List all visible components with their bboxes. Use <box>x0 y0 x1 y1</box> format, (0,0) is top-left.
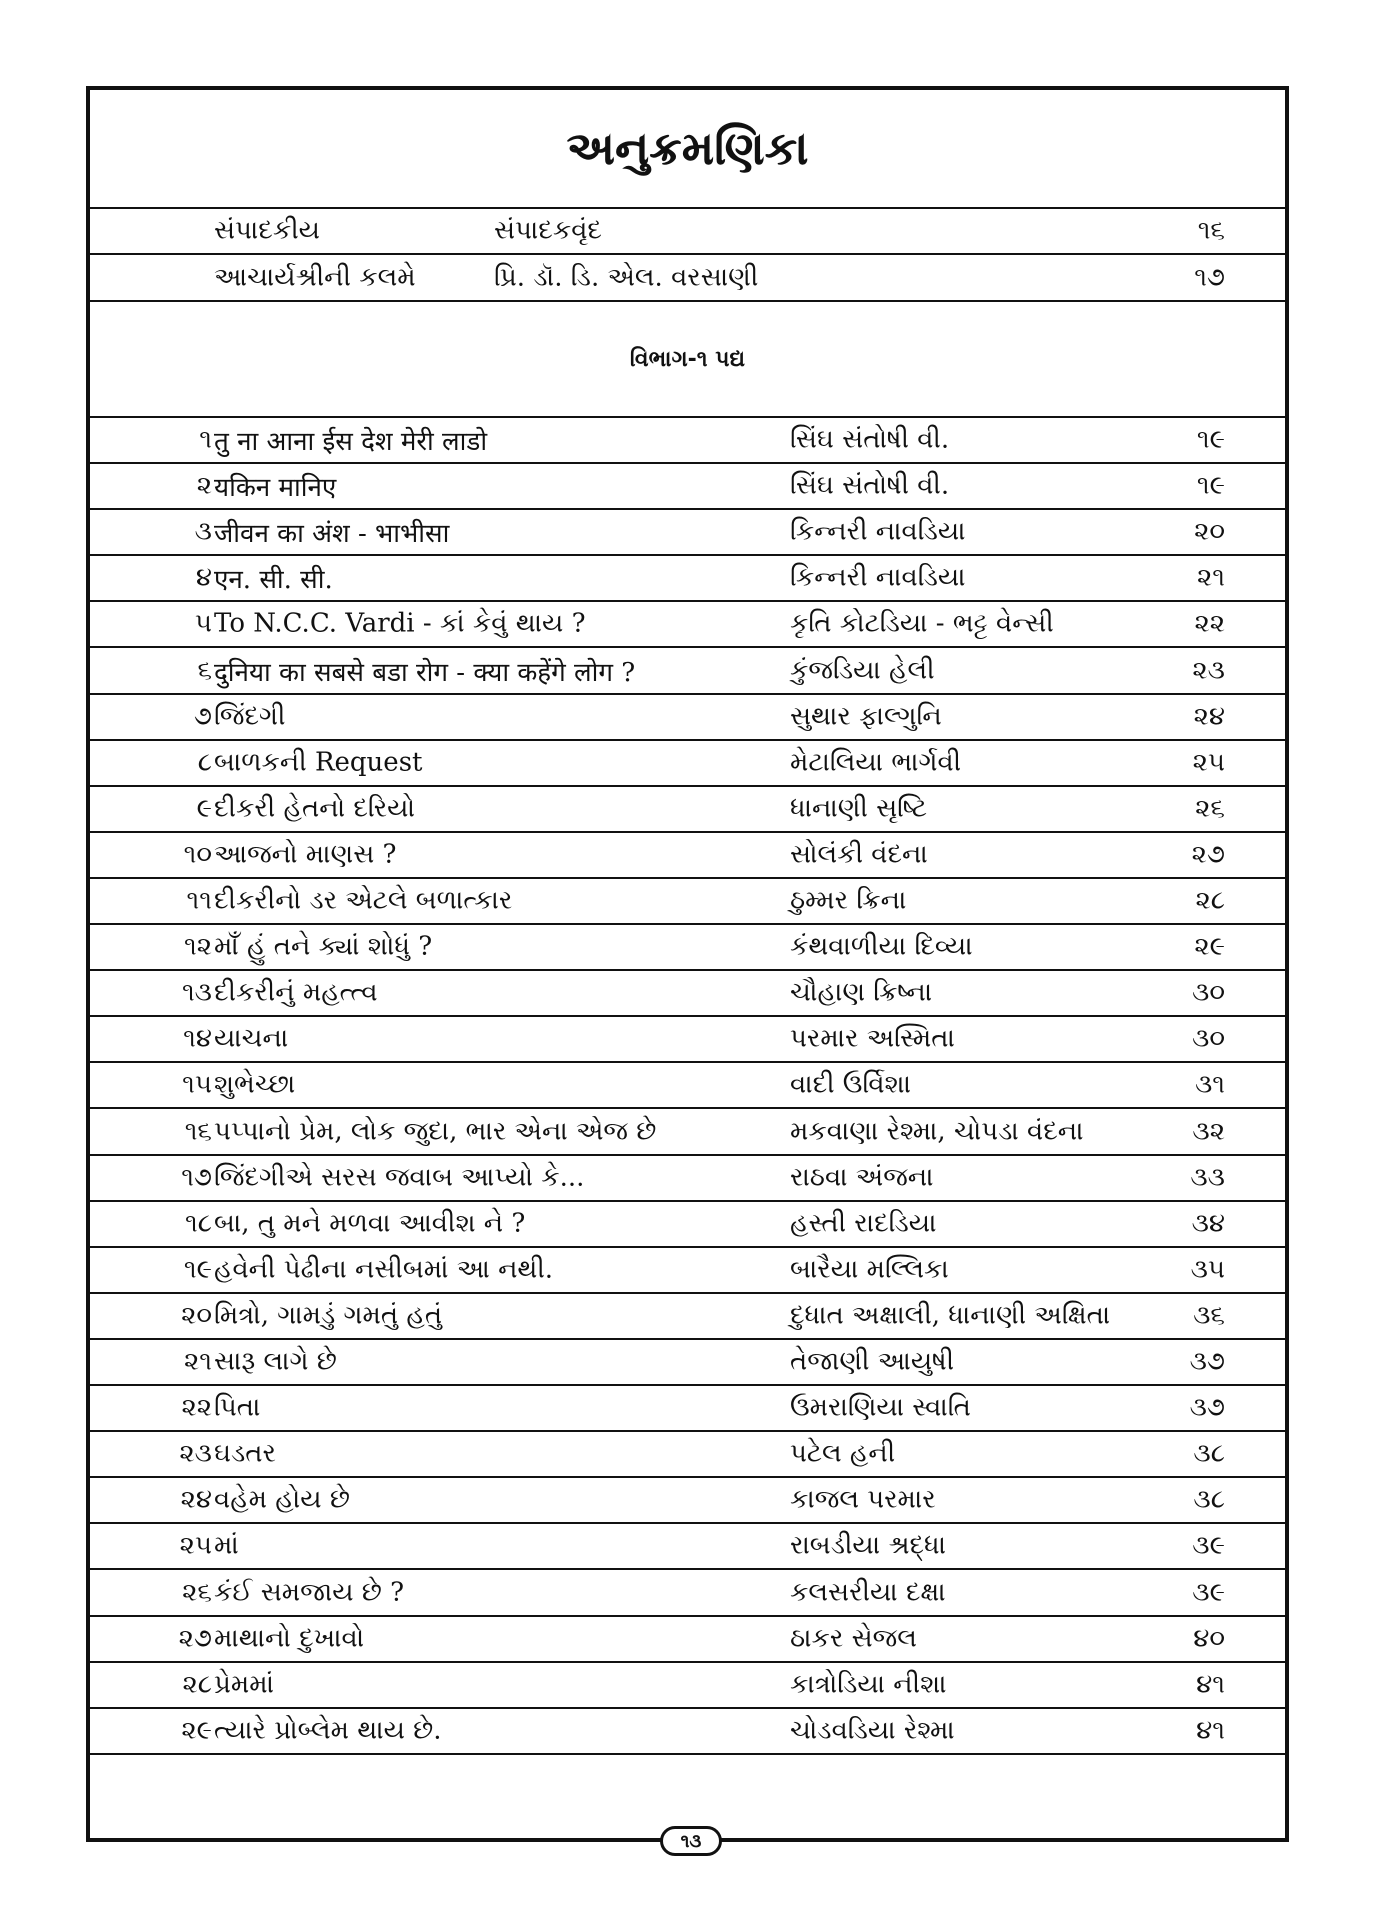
table-row <box>90 925 1285 971</box>
entry-author: ધાનાણી સૃષ્ટિ <box>790 793 927 824</box>
entry-page: ૩૬ <box>1193 1300 1225 1331</box>
table-row <box>90 1478 1285 1524</box>
table-row <box>90 1294 1285 1340</box>
entry-title: દીકરીનો ડર એટલે બળાત્કાર <box>214 885 513 916</box>
entry-author: સિંઘ સંતોષી વી. <box>790 470 950 501</box>
entry-number: ૯ <box>196 793 212 824</box>
entry-title: To N.C.C. Vardi - કાં કેવું થાય ? <box>214 608 586 639</box>
entry-title: જિંદગી <box>214 701 286 732</box>
intro-title: સંપાદકીય <box>214 215 320 246</box>
table-row <box>90 510 1285 556</box>
entry-number: ૫ <box>194 608 212 639</box>
entry-number: ૧૩ <box>181 977 212 1008</box>
entry-number: ૧૧ <box>186 885 212 916</box>
page-title: અનુક્રમણિકા <box>90 90 1285 209</box>
entry-page: ૨૮ <box>1195 885 1225 916</box>
entry-number: ૨૮ <box>182 1669 212 1700</box>
table-row <box>90 1202 1285 1248</box>
entry-page: ૨૨ <box>1194 608 1225 639</box>
table-row <box>90 1709 1285 1755</box>
entry-page: ૨૦ <box>1194 516 1225 547</box>
entry-author: ચોડવડિયા રેશ્મા <box>790 1715 955 1746</box>
entry-page: ૩૪ <box>1191 1208 1225 1239</box>
entry-page: ૩૦ <box>1192 977 1225 1008</box>
entry-number: ૨૧ <box>183 1346 212 1377</box>
entry-title: બા, તુ મને મળવા આવીશ ને ? <box>214 1208 526 1239</box>
entry-page: ૨૯ <box>1194 931 1225 962</box>
entry-page: ૩૭ <box>1189 1346 1225 1377</box>
entry-title: વહેમ હોય છે <box>214 1484 350 1515</box>
entry-author: સિંઘ સંતોષી વી. <box>790 424 950 455</box>
entry-author: કલસરીયા દક્ષા <box>790 1577 946 1608</box>
table-row <box>90 741 1285 787</box>
entry-title: દીકરી હેતનો દરિયો <box>214 793 415 824</box>
entry-author: ઠાકર સેજલ <box>790 1623 917 1654</box>
section-heading: વિભાગ-૧ પદ્ય <box>90 302 1285 418</box>
entry-page: ૧૯ <box>1196 424 1225 455</box>
entry-author: મેટાલિયા ભાર્ગવી <box>790 747 962 778</box>
entry-title: ત્યારે પ્રોબ્લેમ થાય છે. <box>214 1715 442 1746</box>
entry-page: ૩૭ <box>1189 1392 1225 1423</box>
index-frame <box>86 86 1289 1842</box>
table-row <box>90 1063 1285 1109</box>
entry-author: રાઠવા અંજના <box>790 1162 934 1193</box>
table-row <box>90 1156 1285 1202</box>
entry-title: एन. सी. सी. <box>214 565 333 596</box>
entry-author: બારૈયા મલ્લિકા <box>790 1254 949 1285</box>
entry-number: ૩ <box>194 516 212 547</box>
intro-author: પ્રિ. ડૉ. ડિ. એલ. વરસાણી <box>494 262 759 292</box>
entry-number: ૧૨ <box>183 931 212 962</box>
entry-title: હવેની પેઢીના નસીબમાં આ નથી. <box>214 1254 554 1285</box>
table-row <box>90 695 1285 741</box>
entry-author: પરમાર અસ્મિતા <box>790 1023 955 1054</box>
entry-title: दुनिया का सबसे बडा रोग - क्या कहेंगे लोग ? <box>214 657 636 688</box>
entry-page: ૩૮ <box>1193 1484 1225 1515</box>
entry-number: ૨૨ <box>181 1392 212 1423</box>
intro-author: સંપાદકવૃંદ <box>494 215 602 246</box>
entry-title: દીકરીનું મહત્ત્વ <box>214 977 378 1008</box>
entry-author: કુંજડિયા હેલી <box>790 655 935 686</box>
entry-author: તેજાણી આયુષી <box>790 1346 955 1377</box>
entry-page: ૨૩ <box>1192 655 1225 686</box>
entry-number: ૨૬ <box>182 1577 212 1608</box>
entry-page: ૪૧ <box>1196 1715 1225 1746</box>
entry-page: ૩૧ <box>1194 1069 1225 1100</box>
entry-page: ૩૯ <box>1192 1577 1225 1608</box>
entry-author: પટેલ હની <box>790 1438 896 1469</box>
table-row <box>90 879 1285 925</box>
table-row <box>90 1571 1285 1617</box>
entry-title: આજનો માણસ ? <box>214 839 397 870</box>
intro-page: ૧૬ <box>1197 215 1225 246</box>
entry-title: જિંદગીએ સરસ જવાબ આપ્યો કે... <box>214 1162 585 1193</box>
entry-page: ૪૦ <box>1193 1623 1225 1654</box>
entry-author: હસ્તી રાદડિયા <box>790 1208 937 1239</box>
entry-page: ૨૫ <box>1192 747 1225 778</box>
entry-number: ૧૫ <box>182 1069 212 1100</box>
entry-number: ૭ <box>193 701 212 732</box>
entry-author: દુધાત અક્ષાલી, ધાનાણી અક્ષિતા <box>790 1300 1111 1331</box>
intro-row <box>90 209 1285 255</box>
entry-title: પ્રેમમાં <box>214 1669 274 1700</box>
entry-title: બાળકની Request <box>214 747 423 778</box>
entry-number: ૧૬ <box>184 1116 212 1147</box>
entry-title: માં <box>214 1530 239 1561</box>
entry-page: ૩૩ <box>1190 1162 1225 1193</box>
entry-author: કિન્નરી નાવડિયા <box>790 562 966 593</box>
entry-author: કૃતિ કોટડિયા - ભટ્ટ વેન્સી <box>790 608 1054 639</box>
entry-number: ૧ <box>199 424 212 455</box>
entry-page: ૧૯ <box>1196 470 1225 501</box>
entry-page: ૩૦ <box>1192 1023 1225 1054</box>
entry-title: કંઈ સમજાય છે ? <box>214 1577 405 1608</box>
table-row <box>90 1617 1285 1663</box>
entry-number: ૨૦ <box>181 1300 212 1331</box>
entry-page: ૨૧ <box>1196 562 1225 593</box>
entry-page: ૨૪ <box>1193 701 1225 732</box>
entry-number: ૬ <box>197 655 212 686</box>
intro-page: ૧૭ <box>1194 262 1225 292</box>
entry-author: ચૌહાણ ક્રિષ્ના <box>790 977 933 1008</box>
entry-title: यकिन मानिए <box>214 473 337 504</box>
entry-number: ૧૪ <box>183 1023 212 1054</box>
entry-number: ૨ <box>196 470 212 501</box>
entry-title: માઁ હું તને ક્યાં શોધું ? <box>214 931 433 962</box>
entry-number: ૨૩ <box>179 1438 212 1469</box>
entry-author: ઠુમ્મર ક્રિના <box>790 885 907 916</box>
entry-title: तु ना आना ईस देश मेरी लाडो <box>214 427 488 458</box>
entry-title: મિત્રો, ગામડું ગમતું હતું <box>214 1300 443 1331</box>
entry-number: ૧૦ <box>183 839 212 870</box>
table-row <box>90 971 1285 1017</box>
table-row <box>90 1386 1285 1432</box>
entry-number: ૧૯ <box>183 1254 212 1285</box>
table-row <box>90 1663 1285 1709</box>
table-row <box>90 602 1285 648</box>
entry-author: મકવાણા રેશ્મા, ચોપડા વંદના <box>790 1116 1084 1147</box>
table-row <box>90 1432 1285 1478</box>
entry-title: યાચના <box>214 1023 289 1054</box>
table-row <box>90 649 1285 695</box>
table-row <box>90 1524 1285 1570</box>
entry-number: ૧૭ <box>181 1162 212 1193</box>
entry-number: ૮ <box>197 747 212 778</box>
intro-title: આચાર્યશ્રીની કલમે <box>214 262 416 292</box>
entry-page: ૨૬ <box>1195 793 1225 824</box>
entry-page: ૩૫ <box>1190 1254 1225 1285</box>
page-number: ૧૩ <box>660 1826 722 1856</box>
table-row <box>90 1110 1285 1156</box>
entry-page: ૨૭ <box>1191 839 1225 870</box>
entry-title: जीवन का अंश - भाभीसा <box>214 519 450 550</box>
entry-author: ઉમરાણિયા સ્વાતિ <box>790 1392 971 1423</box>
entry-number: ૨૫ <box>179 1530 212 1561</box>
entry-author: કંથવાળીયા દિવ્યા <box>790 931 973 962</box>
table-row <box>90 1248 1285 1294</box>
entry-author: સોલંકી વંદના <box>790 839 928 870</box>
table-row <box>90 787 1285 833</box>
entry-title: શુભેચ્છા <box>214 1069 296 1100</box>
entry-author: કાજલ પરમાર <box>790 1484 936 1515</box>
table-row <box>90 833 1285 879</box>
entry-page: ૩૮ <box>1193 1438 1225 1469</box>
entry-number: ૨૪ <box>180 1484 212 1515</box>
intro-row <box>90 256 1285 302</box>
entry-title: સારૂ લાગે છે <box>214 1346 337 1377</box>
entry-author: રાબડીયા શ્રદ્ધા <box>790 1530 947 1561</box>
entry-number: ૨૯ <box>181 1715 212 1746</box>
entry-author: વાદી ઉર્વિશા <box>790 1069 911 1100</box>
entry-number: ૪ <box>195 562 212 593</box>
entry-author: સુથાર ફાલ્ગુનિ <box>790 701 942 732</box>
entry-title: પિતા <box>214 1392 261 1423</box>
entry-author: કાત્રોડિયા નીશા <box>790 1669 947 1700</box>
entry-title: ઘડતર <box>214 1438 276 1469</box>
table-row <box>90 1340 1285 1386</box>
table-row <box>90 418 1285 464</box>
entry-title: પપ્પાનો પ્રેમ, લોક જુદા, ભાર એના એજ છે <box>214 1116 657 1147</box>
entry-page: ૩૨ <box>1192 1116 1225 1147</box>
entry-author: કિન્નરી નાવડિયા <box>790 516 966 547</box>
table-row <box>90 1017 1285 1063</box>
entry-page: ૩૯ <box>1192 1530 1225 1561</box>
table-row <box>90 464 1285 510</box>
entry-page: ૪૧ <box>1196 1669 1225 1700</box>
entry-number: ૨૭ <box>178 1623 212 1654</box>
entry-number: ૧૮ <box>184 1208 212 1239</box>
entry-title: માથાનો દુખાવો <box>214 1623 365 1654</box>
table-row <box>90 556 1285 602</box>
